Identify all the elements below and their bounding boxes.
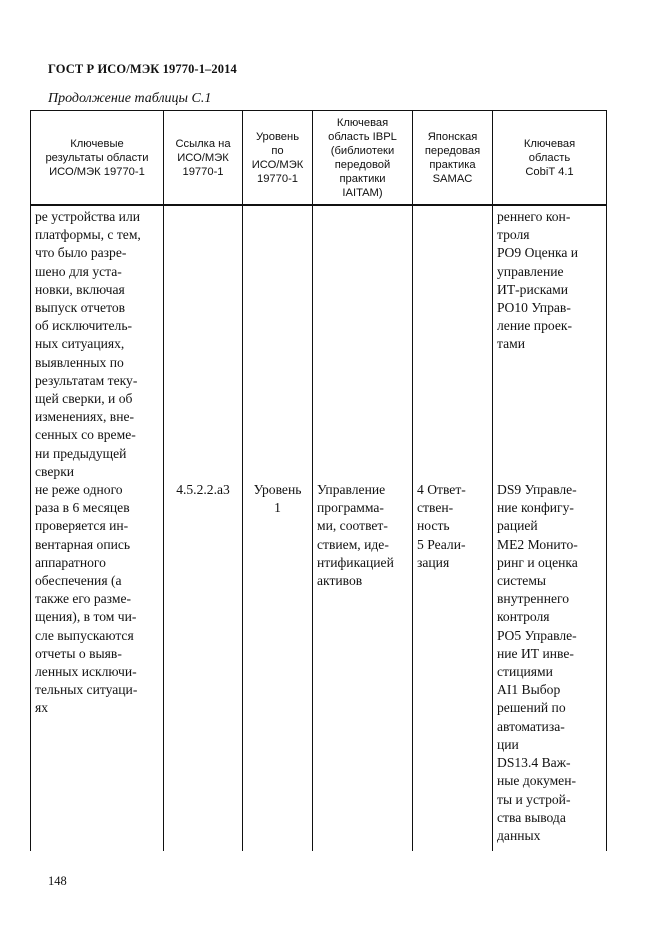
cell-ibpl (313, 205, 413, 481)
page-number: 148 (48, 874, 67, 888)
cell-cobit: DS9 Управле- ние конфигу- рацией ME2 Монито- ринг и оценка системы внутреннего контроля PO5 Управле- ние ИТ инве- стициями AI1 Выбор решений по автоматиза- ции DS13.4 Важ- ные докумен- ты и устрой- ства вывода данных (493, 481, 607, 851)
header-row (31, 111, 607, 206)
cell-level: Уровень 1 (243, 481, 313, 851)
column-header-results: Ключевые результаты области ИСО/МЭК 19770-1 (31, 111, 164, 206)
cell-samac (413, 205, 493, 481)
column-header-level: Уровень по ИСО/МЭК 19770-1 (243, 111, 313, 206)
document-standard-id: ГОСТ Р ИСО/МЭК 19770-1–2014 (48, 62, 237, 76)
table-caption: Продолжение таблицы С.1 (48, 91, 212, 106)
table-row (31, 481, 607, 851)
cell-result: не реже одного раза в 6 месяцев проверяется ин- вентарная опись аппаратного обеспечения (а также его разме- щения), в том чи- сле выпускаются отчеты о выяв- ленных исключи- тельных ситуаци- ях (31, 481, 164, 851)
column-header-samac: Японская передовая практика SAMAC (413, 111, 493, 206)
column-header-cobit: Ключевая область CobiT 4.1 (493, 111, 607, 206)
cell-reference: 4.5.2.2.а3 (164, 481, 243, 851)
cell-level (243, 205, 313, 481)
cell-cobit: реннего кон- троля PO9 Оценка и управление ИТ-рисками PO10 Управ- ление проек- тами (493, 205, 607, 481)
comparison-table (30, 110, 607, 851)
table-row (31, 205, 607, 481)
cell-reference (164, 205, 243, 481)
table-body (31, 205, 607, 851)
table-header (31, 111, 607, 206)
column-header-reference: Ссылка на ИСО/МЭК 19770-1 (164, 111, 243, 206)
cell-samac: 4 Ответ- ствен- ность 5 Реали- зация (413, 481, 493, 851)
cell-ibpl: Управление программа- ми, соответ- ствием, иде- нтификацией активов (313, 481, 413, 851)
column-header-ibpl: Ключевая область IBPL (библиотеки передовой практики IAITAM) (313, 111, 413, 206)
cell-result: ре устройства или платформы, с тем, что было разре- шено для уста- новки, включая выпуск отчетов об исключитель- ных ситуациях, выявленных по результатам теку- щей сверки, и об изменениях, вне- сенных со време- ни предыдущей сверки (31, 205, 164, 481)
